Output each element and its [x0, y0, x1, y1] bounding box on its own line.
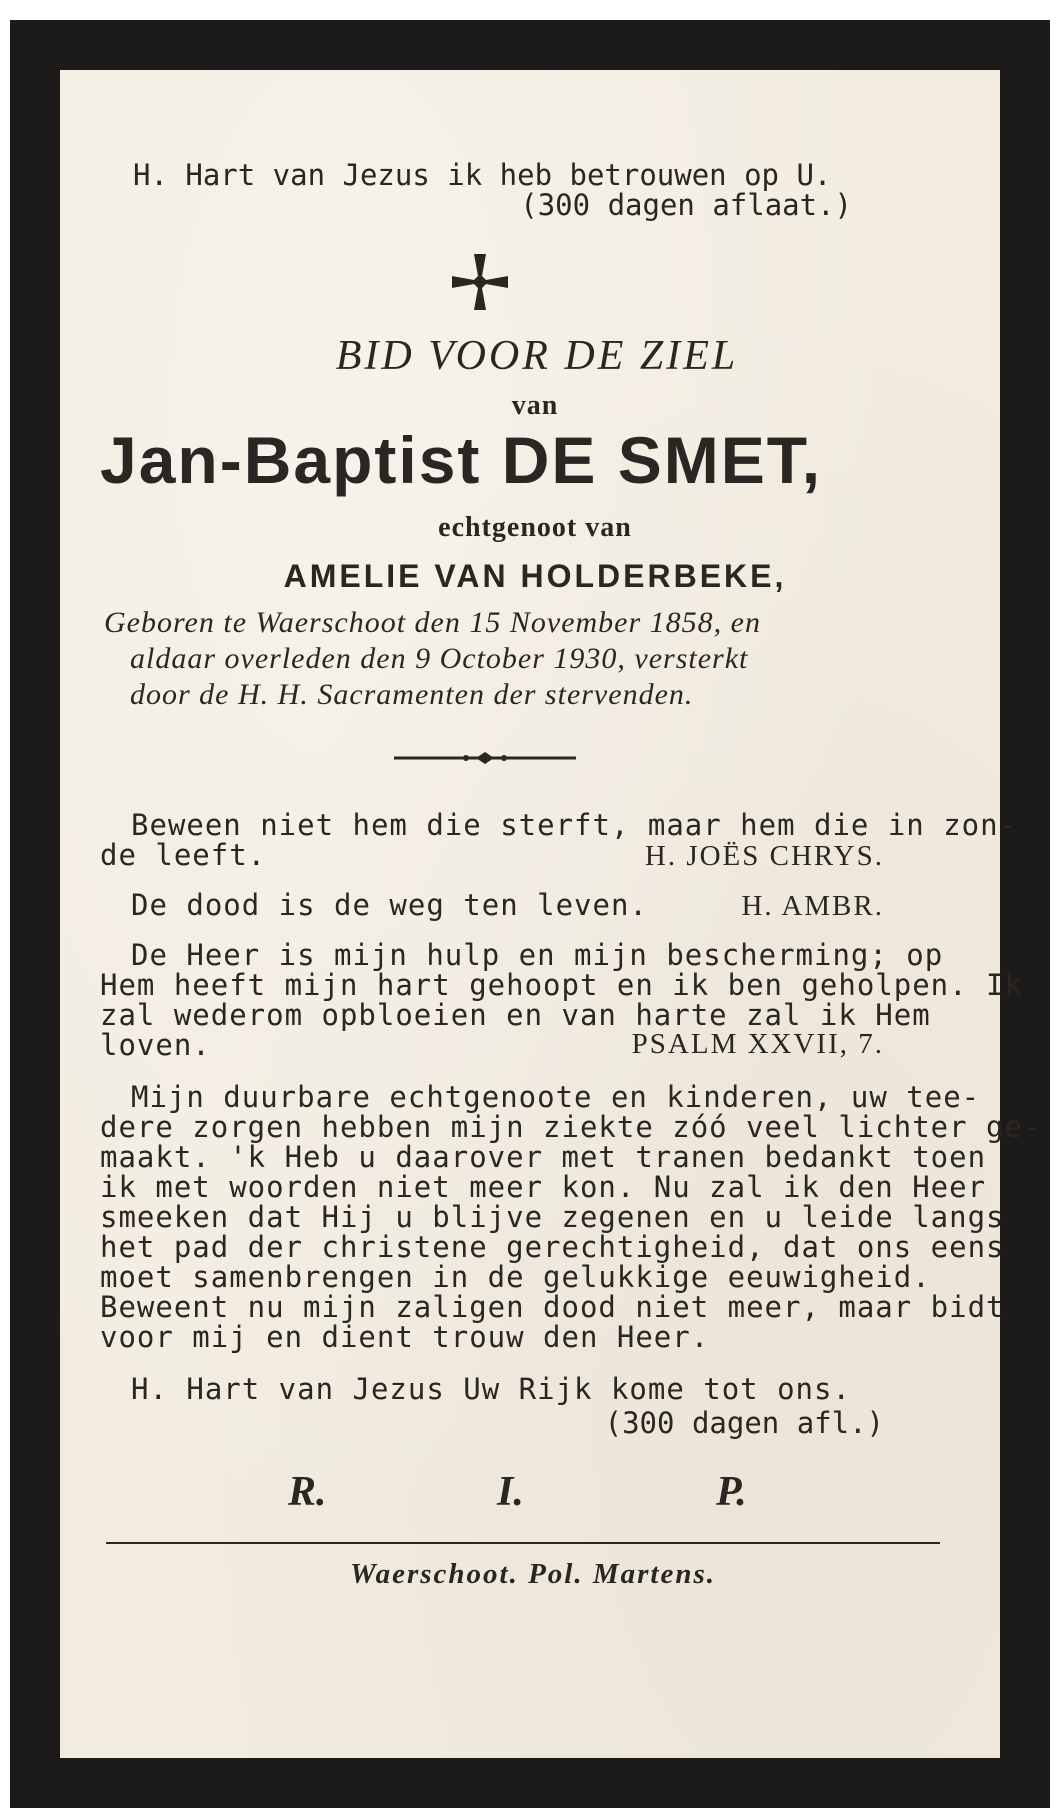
farewell-line: het pad der christene gerechtigheid, dat ons eens [100, 1230, 1005, 1264]
prayer-heading: BID VOOR DE ZIEL [335, 333, 739, 379]
cross-pattee-icon [450, 252, 510, 312]
quote-line: Hem heeft mijn hart gehoopt en ik ben geholpen. Ik [100, 968, 1023, 1002]
quote-line: Beween niet hem die sterft, maar hem die in zon- [131, 808, 1018, 842]
bio-line: door de H. H. Sacramenten der stervenden. [130, 678, 694, 711]
quote-line: De dood is de weg ten leven. [131, 888, 648, 922]
farewell-line: smeeken dat Hij u blijve zegenen en u leide langs [100, 1200, 1005, 1234]
memorial-card-paper [60, 70, 1042, 1758]
van-label: van [511, 390, 559, 421]
quote-line: de leeft. [100, 838, 267, 872]
invocation-line: H. Hart van Jezus ik heb betrouwen op U. [133, 158, 832, 192]
farewell-line: moet samenbrengen in de gelukkige eeuwigheid. [100, 1260, 931, 1294]
quote-source: PSALM XXVII, 7. [631, 1028, 884, 1060]
quote-line: loven. [100, 1028, 211, 1062]
quote-line: De Heer is mijn hulp en mijn bescherming; op [131, 938, 944, 972]
farewell-line: Mijn duurbare echtgenoote en kinderen, uw tee- [131, 1080, 981, 1114]
memorial-card-border [10, 20, 1050, 1808]
spouse-name: AMELIE VAN HOLDERBEKE, [283, 558, 787, 594]
farewell-line: voor mij en dient trouw den Heer. [100, 1320, 710, 1354]
bio-line: aldaar overleden den 9 October 1930, versterkt [130, 642, 749, 675]
ornamental-divider-icon [392, 750, 578, 766]
rip-letter: R. [288, 1469, 327, 1515]
farewell-line: maakt. 'k Heb u daarover met tranen bedankt toen [100, 1140, 987, 1174]
bio-line: Geboren te Waerschoot den 15 November 1858, en [104, 606, 761, 639]
quote-source: H. JOËS CHRYS. [644, 840, 884, 872]
rip-letter: P. [716, 1469, 747, 1515]
rip-letter: I. [497, 1469, 524, 1515]
farewell-line: Beweent nu mijn zaligen dood niet meer, maar bidt [100, 1290, 1005, 1324]
closing-indulgence: (300 dagen afl.) [604, 1406, 884, 1440]
quote-line: zal wederom opbloeien en van harte zal ik Hem [100, 998, 931, 1032]
deceased-name: Jan-Baptist DE SMET, [100, 423, 823, 497]
farewell-line: ik met woorden niet meer kon. Nu zal ik den Heer [100, 1170, 987, 1204]
quote-source: H. AMBR. [741, 890, 884, 922]
farewell-line: dere zorgen hebben mijn ziekte zóó veel lichter ge- [100, 1110, 1042, 1144]
closing-line: H. Hart van Jezus Uw Rijk kome tot ons. [131, 1372, 851, 1406]
spouse-intro: echtgenoot van [438, 512, 632, 543]
printer-imprint: Waerschoot. Pol. Martens. [349, 1558, 717, 1590]
invocation-indulgence: (300 dagen aflaat.) [520, 188, 852, 222]
bottom-rule [106, 1542, 940, 1544]
